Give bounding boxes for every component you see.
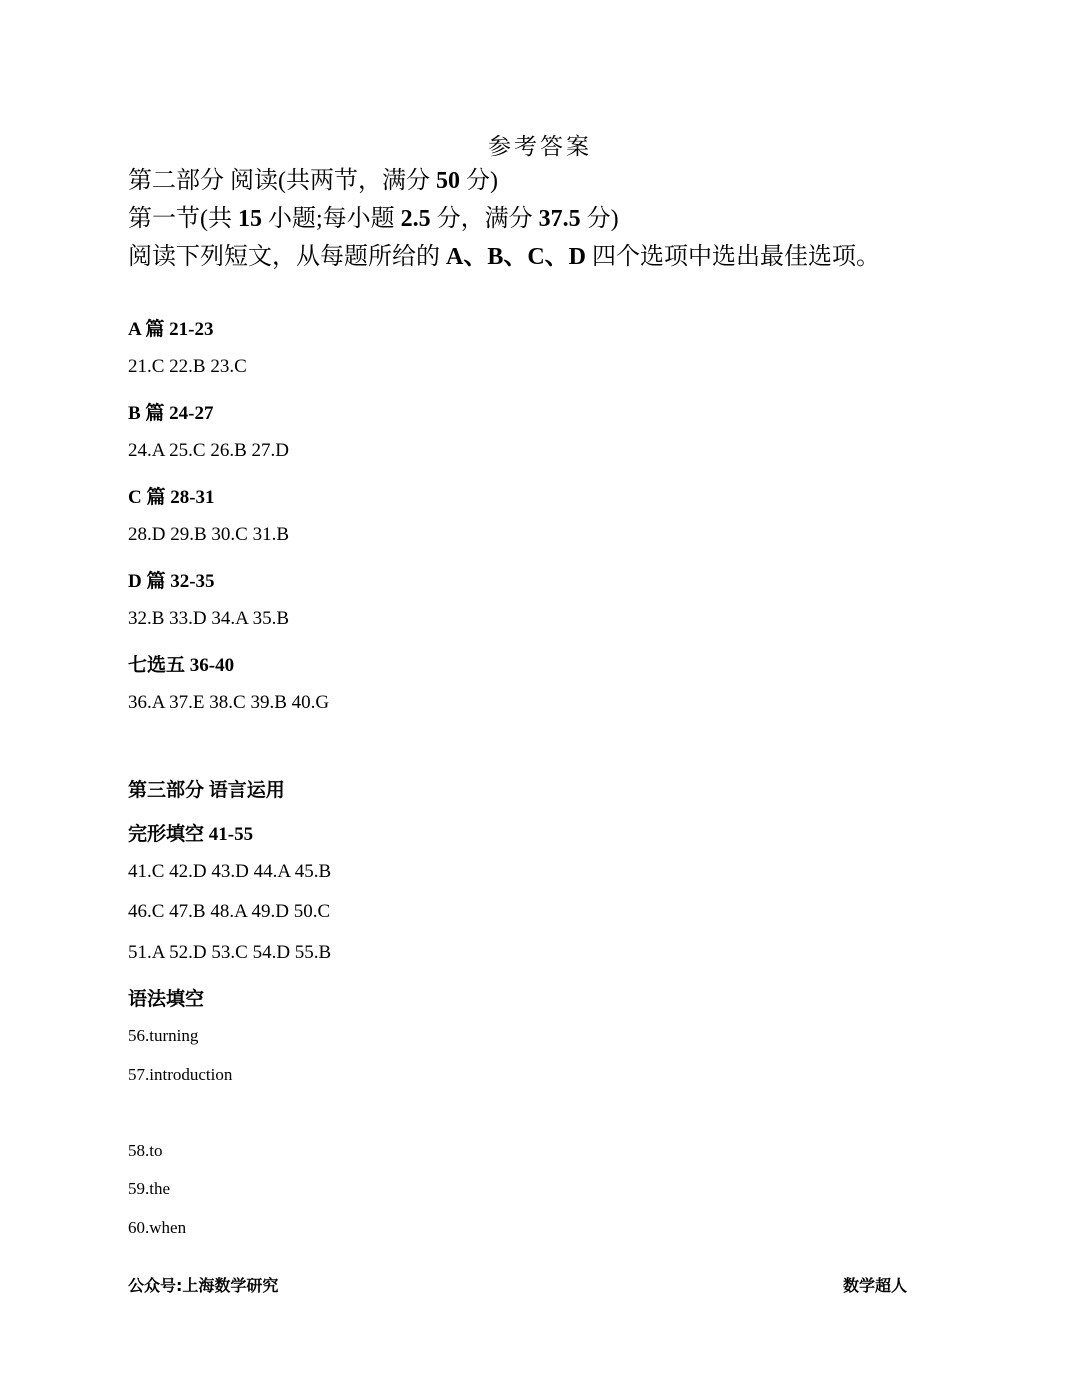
answer-line: 41.C 42.D 43.D 44.A 45.B [128,861,332,882]
answer-line: 36.A 37.E 38.C 39.B 40.G [128,692,330,713]
section1-text-e: 分，满分 [430,206,539,232]
answer-line: 46.C 47.B 48.A 49.D 50.C [128,901,331,922]
grammar-label: 语法填空 [128,989,205,1010]
answer-line: 32.B 33.D 34.A 35.B [128,608,289,629]
section-label: 七选五 36-40 [128,655,235,676]
page-title: 参考答案 [488,134,592,159]
cloze-label: 完形填空 41-55 [128,824,254,845]
answer-line: 28.D 29.B 30.C 31.B [128,524,289,545]
part3-heading: 第三部分 语言运用 [128,780,285,801]
section1-total: 37.5 [538,206,581,232]
instruction-options: A、B、C、D [446,244,587,270]
grammar-answer: 59.the [128,1179,171,1198]
section-label: B 篇 24-27 [128,403,214,424]
section1-count: 15 [238,206,262,232]
grammar-answer: 56.turning [128,1026,199,1045]
grammar-answer: 58.to [128,1141,163,1160]
section-label: D 篇 32-35 [128,571,215,592]
answer-line: 21.C 22.B 23.C [128,356,247,377]
part2-heading-unit: 分) [460,168,498,194]
section-label: A 篇 21-23 [128,319,214,340]
instruction [128,236,880,271]
instruction-text-c: 四个选项中选出最佳选项。 [586,244,881,270]
part2-heading [128,160,498,195]
section1-text-a: 第一节(共 [128,206,238,232]
footer-left: 公众号:上海数学研究 [128,1276,279,1295]
part2-heading-score: 50 [436,168,460,194]
footer-right: 数学超人 [843,1276,908,1295]
section-label: C 篇 28-31 [128,487,215,508]
section1-text-g: 分) [580,206,619,232]
instruction-text-a: 阅读下列短文，从每题所给的 [128,244,446,270]
grammar-answer: 60.when [128,1218,187,1237]
answer-line: 24.A 25.C 26.B 27.D [128,440,289,461]
section1-text-c: 小题;每小题 [262,206,401,232]
section1-heading [128,198,619,233]
answer-line: 51.A 52.D 53.C 54.D 55.B [128,942,332,963]
grammar-answer: 57.introduction [128,1065,233,1084]
part2-heading-text: 第二部分 阅读(共两节，满分 [128,168,436,194]
section1-per-score: 2.5 [400,206,431,232]
